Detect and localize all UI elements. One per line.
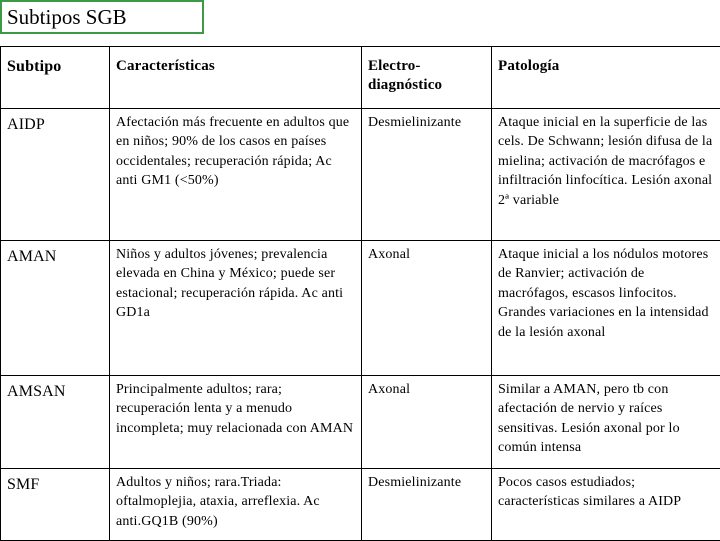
table-row — [1, 109, 720, 241]
cell-electrodiagnostico: Desmielinizante — [362, 109, 492, 241]
table-row — [1, 376, 720, 469]
slide-title: Subtipos SGB — [0, 0, 204, 34]
table-header-row — [1, 47, 720, 109]
table-row — [1, 241, 720, 376]
sgb-subtypes-table — [0, 46, 720, 541]
cell-electrodiagnostico: Desmielinizante — [362, 469, 492, 541]
cell-subtipo: AMAN — [1, 241, 110, 376]
cell-caracteristicas: Afectación más frecuente en adultos que en niños; 90% de los casos en países occidentales; recuperación rápida; Ac anti GM1 (<50%) — [110, 109, 362, 241]
cell-subtipo: SMF — [1, 469, 110, 541]
header-caracteristicas: Características — [110, 47, 362, 109]
cell-electrodiagnostico: Axonal — [362, 241, 492, 376]
header-electrodiagnostico-text: Electro- diagnóstico — [368, 58, 442, 93]
cell-patologia: Similar a AMAN, pero tb con afectación de nervio y raíces sensitivas. Lesión axonal por lo común intensa — [492, 376, 720, 469]
cell-caracteristicas: Adultos y niños; rara.Triada: oftalmoplejia, ataxia, arreflexia. Ac anti.GQ1B (90%) — [110, 469, 362, 541]
cell-patologia: Pocos casos estudiados; características similares a AIDP — [492, 469, 720, 541]
cell-caracteristicas: Niños y adultos jóvenes; prevalencia elevada en China y México; puede ser estacional; recuperación rápida. Ac anti GD1a — [110, 241, 362, 376]
cell-caracteristicas: Principalmente adultos; rara; recuperación lenta y a menudo incompleta; muy relacionada con AMAN — [110, 376, 362, 469]
header-electrodiagnostico — [362, 47, 492, 109]
header-patologia: Patología — [492, 47, 720, 109]
cell-subtipo: AIDP — [1, 109, 110, 241]
cell-patologia: Ataque inicial en la superficie de las cels. De Schwann; lesión difusa de la mielina; activación de macrófagos e infiltración linfocítica. Lesión axonal 2ª variable — [492, 109, 720, 241]
table-row — [1, 469, 720, 541]
header-subtipo: Subtipo — [1, 47, 110, 109]
cell-patologia: Ataque inicial a los nódulos motores de Ranvier; activación de macrófagos, escasos linfocitos. Grandes variaciones en la intensidad de la lesión axonal — [492, 241, 720, 376]
cell-subtipo: AMSAN — [1, 376, 110, 469]
cell-electrodiagnostico: Axonal — [362, 376, 492, 469]
